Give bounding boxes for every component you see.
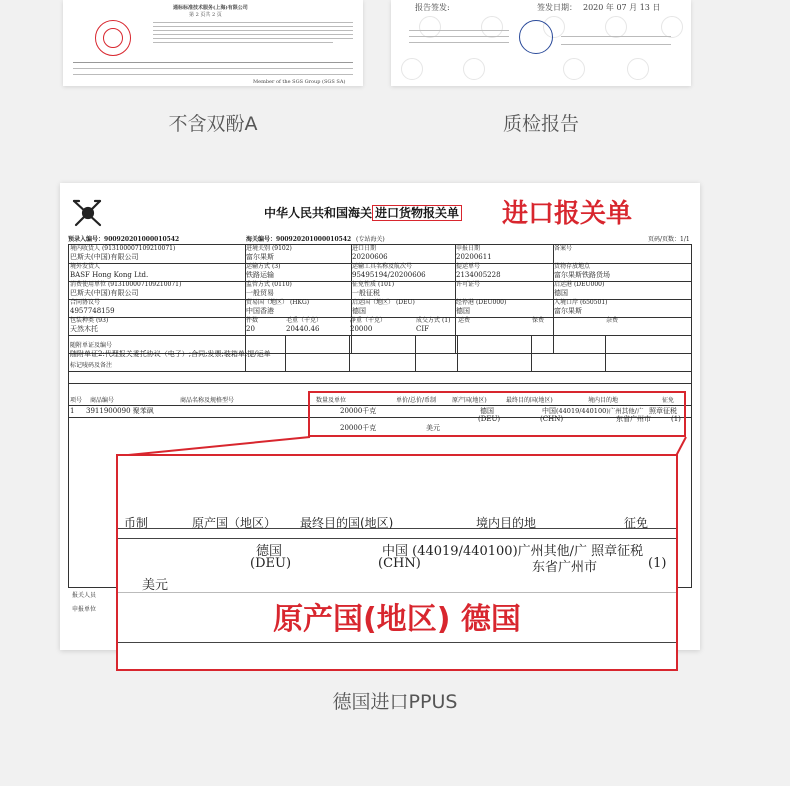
goods-code: 3911900090 聚苯砜 [86,407,154,415]
customs-emblem-icon [70,197,106,229]
vehicle-label: 运输工具名称及航次号 [352,263,413,270]
caption-quality-report: 质检报告 [502,113,579,135]
goods-final-code: (CHN) [540,415,564,423]
goods-currency: 美元 [426,424,440,432]
declaration-title: 中华人民共和国海关 进口货物报关单 [264,204,462,221]
zoom-currency: 美元 [142,578,169,593]
customs-no: 海关编号：900920201000010542 [246,236,352,243]
goods-col-name: 商品名称及规格型号 [180,397,235,404]
goods-col-price: 单价/总价/币制 [396,397,437,404]
goods-no: 1 [70,407,75,415]
goods-final: 中国 [542,407,556,415]
page-no: 页码/页数：1/1 [648,236,690,243]
deal-label: 成交方式 (1) [416,317,451,324]
goods-col-no: 项号 [70,397,83,404]
net: 20000 [350,325,373,333]
goods-col-final: 最终目的国(地区) [506,397,553,404]
cert-page: 第 2 页共 2 页 [189,12,222,18]
entry-port: 富尔果斯 [246,253,274,261]
certificate-quality-report [391,0,691,86]
certificate-bpa-free [63,0,363,86]
deal: CIF [416,325,429,333]
zoom-col-origin: 原产国（地区） [192,516,277,530]
vehicle: 95495194/20200606 [352,271,426,279]
zoom-col-currency: 币制 [124,516,149,530]
contract-label: 合同协议号 [70,299,101,306]
freight-label: 运费 [458,317,471,324]
license-label: 许可证号 [456,281,481,288]
zoom-origin-code: (DEU) [250,556,292,571]
import-date: 20200606 [352,253,388,261]
consignee-name: 巴斯夫(中国)有限公司 [70,253,139,261]
import-declaration-label: 进口报关单 [502,199,633,229]
goods-levy: 照章征税 [649,407,677,415]
goods-origin: 德国 [480,407,494,415]
date-label: 签发日期： [537,3,577,12]
goods-col-domestic: 境内目的地 [588,397,619,404]
gross: 20440.46 [286,325,320,333]
insurance-label: 保费 [532,317,545,324]
contract: 4957748159 [70,307,115,315]
marks-label: 标记唛码及备注 [70,362,113,369]
docs-label: 随附单证及编号 [70,342,113,349]
entry-place-label: 入境口岸 (650501) [554,299,608,306]
sign-label: 报告签发: [415,3,450,12]
origin-highlight-box [308,391,686,437]
levy: 一般征税 [352,289,380,297]
goods-qty: 20000千克 [340,407,377,415]
supervision-label: 监管方式 (0110) [246,281,292,288]
zoom-final-domestic: 中国 (44019/440100)广州其他/广 照章征税 [382,544,644,559]
transport-label: 运输方式 (3) [246,263,281,270]
zoom-detail [116,454,678,671]
record-no-label: 备案号 [554,245,573,252]
declare-date-label: 申报日期 [456,245,481,252]
storage: 富尔果斯铁路货场 [554,271,610,279]
declare-unit-label: 申报单位 [72,606,97,613]
declare-date: 20200611 [456,253,492,261]
package-label: 包装种类 (93) [70,317,109,324]
zoom-col-final: 最终目的国(地区) [300,516,394,530]
origin-germany-highlight: 原产国(地区) 德国 [273,602,521,637]
goods-qty-second: 20000千克 [340,424,377,432]
departure-country: 德国 [352,307,366,315]
trade-country: 中国香港 [246,307,274,315]
start-port: 德国 [554,289,568,297]
zoom-domestic-2: 东省广州市 [532,560,598,575]
goods-col-code: 商品编号 [90,397,115,404]
docs: 随附单证2:代理报关委托协议（电子）;合同;发票;装箱单;提/运单 [70,350,271,358]
transport: 铁路运输 [246,271,274,279]
via-port: 德国 [456,307,470,315]
storage-label: 货物存放地点 [554,263,591,270]
declarer-label: 报关人员 [72,592,97,599]
consignor-label: 境外发货人 [70,263,101,270]
start-port-label: 启运港 (DEU000) [554,281,605,288]
goods-col-levy: 征免 [662,397,675,404]
zoom-col-levy: 征免 [624,516,649,530]
zoom-origin: 德国 [256,544,283,559]
pre-entry-no: 预录入编号：900920201000010542 [68,236,180,243]
cert-footer: Member of the SGS Group (SGS SA) [253,79,346,85]
import-date-label: 进口日期 [352,245,377,252]
user-name: 巴斯夫(中国)有限公司 [70,289,139,297]
pieces-label: 件数 [246,317,259,324]
net-label: 净重（千克） [350,317,387,324]
consignee-label: 境内收货人 (91310000710921007​1) [70,245,176,252]
entry-place: 富尔果斯 [554,307,582,315]
departure-country-label: 启运国（地区） (DEU) [352,299,415,306]
zoom-final-code: (CHN) [378,556,421,571]
levy-label: 征免性质 (101) [352,281,395,288]
pieces: 20 [246,325,255,333]
bill-no: 2134005228 [456,271,501,279]
cert-header: 通标标准技术服务(上海)有限公司 [173,5,248,11]
customs-name: (专站海关) [356,236,385,243]
zoom-col-domestic: 境内目的地 [476,516,537,530]
user-label: 消费使用单位 (91310000710921007​1) [70,281,182,288]
blue-seal-icon [519,20,553,54]
zoom-levy-code: (1) [648,556,667,571]
entry-port-label: 进境关别 (9102) [246,245,292,252]
caption-germany-import: 德国进口PPUS [332,691,458,713]
goods-col-origin: 原产国(地区) [452,397,487,404]
date-value: 2020 年 07 月 13 日 [583,3,661,12]
goods-col-qty: 数量及单位 [316,397,347,404]
supervision: 一般贸易 [246,289,274,297]
package: 天然木托 [70,325,98,333]
consignor-name: BASF Hong Kong Ltd. [70,271,149,279]
goods-levy-code: (1) [671,415,681,423]
gross-label: 毛重（千克） [286,317,323,324]
bill-no-label: 提运单号 [456,263,481,270]
goods-origin-code: (DEU) [478,415,501,423]
misc-label: 杂费 [606,317,619,324]
trade-country-label: 贸易国（地区） (HKG) [246,299,310,306]
goods-domestic: (44019/440100)广州其他/广 [556,407,644,415]
caption-bpa-free: 不含双酚A [168,113,258,135]
via-port-label: 经停港 (DEU000) [456,299,507,306]
goods-domestic-2: 东省广州市 [616,415,651,423]
